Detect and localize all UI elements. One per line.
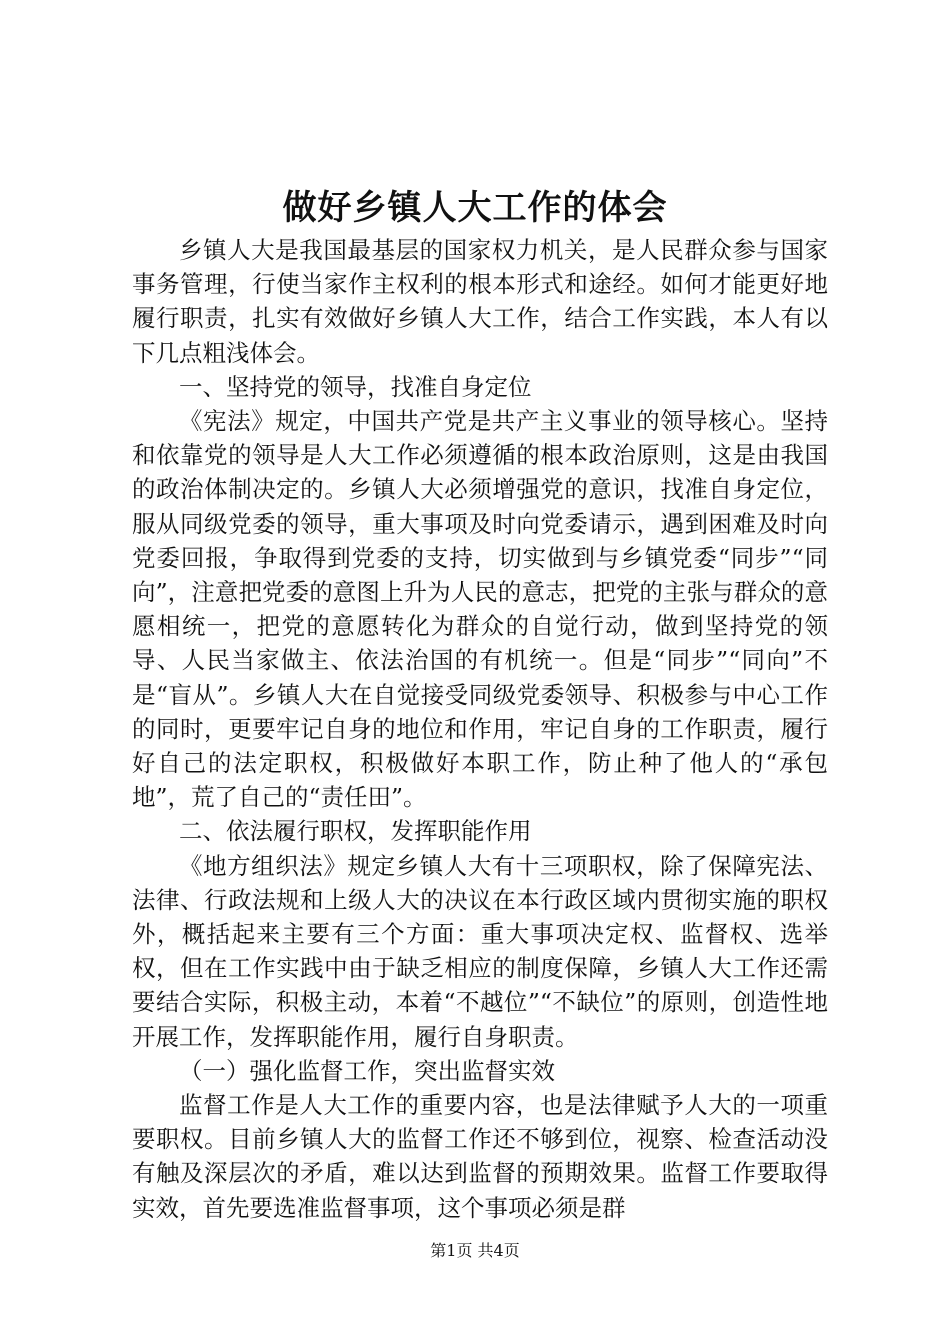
paragraph-section-1: 《宪法》规定，中国共产党是共产主义事业的领导核心。坚持和依靠党的领导是人大工作必须遵循的根本政治原则，这是由我国的政治体制决定的。乡镇人大必须增强党的意识，找准自身定位，服从同级党委的领导，重大事项及时向党委请示，遇到困难及时向党委回报，争取得到党委的支持，切实做到与乡镇党委“同步”“同向”，注意把党委的意图上升为人民的意志，把党的主张与群众的意愿相统一，把党的意愿转化为群众的自觉行动，做到坚持党的领导、人民当家做主、依法治国的有机统一。但是“同步”“同向”不是“盲从”。乡镇人大在自觉接受同级党委领导、积极参与中心工作的同时，更要牢记自身的地位和作用，牢记自身的工作职责，履行好自己的法定职权，积极做好本职工作，防止种了他人的“承包地”，荒了自己的“责任田”。 (132, 407, 828, 812)
document-title: 做好乡镇人大工作的体会 (282, 188, 668, 228)
paragraph-section-2: 《地方组织法》规定乡镇人大有十三项职权，除了保障宪法、法律、行政法规和上级人大的决议在本行政区域内贯彻实施的职权外，概括起来主要有三个方面：重大事项决定权、监督权、选举权，但在工作实践中由于缺乏相应的制度保障，乡镇人大工作还需要结合实际，积极主动，本着“不越位”“不缺位”的原则，创造性地开展工作，发挥职能作用，履行自身职责。 (132, 851, 828, 1051)
document-body (132, 233, 828, 1225)
paragraph-intro: 乡镇人大是我国最基层的国家权力机关，是人民群众参与国家事务管理，行使当家作主权利的根本形式和途经。如何才能更好地履行职责，扎实有效做好乡镇人大工作，结合工作实践，本人有以下几点粗浅体会。 (132, 236, 828, 367)
page-footer: 第1页 共4页 (430, 1241, 520, 1260)
subsection-heading-1: （一）强化监督工作，突出监督实效 (179, 1056, 555, 1085)
paragraph-subsection-1: 监督工作是人大工作的重要内容，也是法律赋予人大的一项重要职权。目前乡镇人大的监督工作还不够到位，视察、检查活动没有触及深层次的矛盾，难以达到监督的预期效果。监督工作要取得实效，首先要选准监督事项，这个事项必须是群 (132, 1091, 828, 1222)
section-heading-1: 一、坚持党的领导，找准自身定位 (179, 372, 532, 401)
section-heading-2: 二、依法履行职权，发挥职能作用 (179, 817, 532, 846)
